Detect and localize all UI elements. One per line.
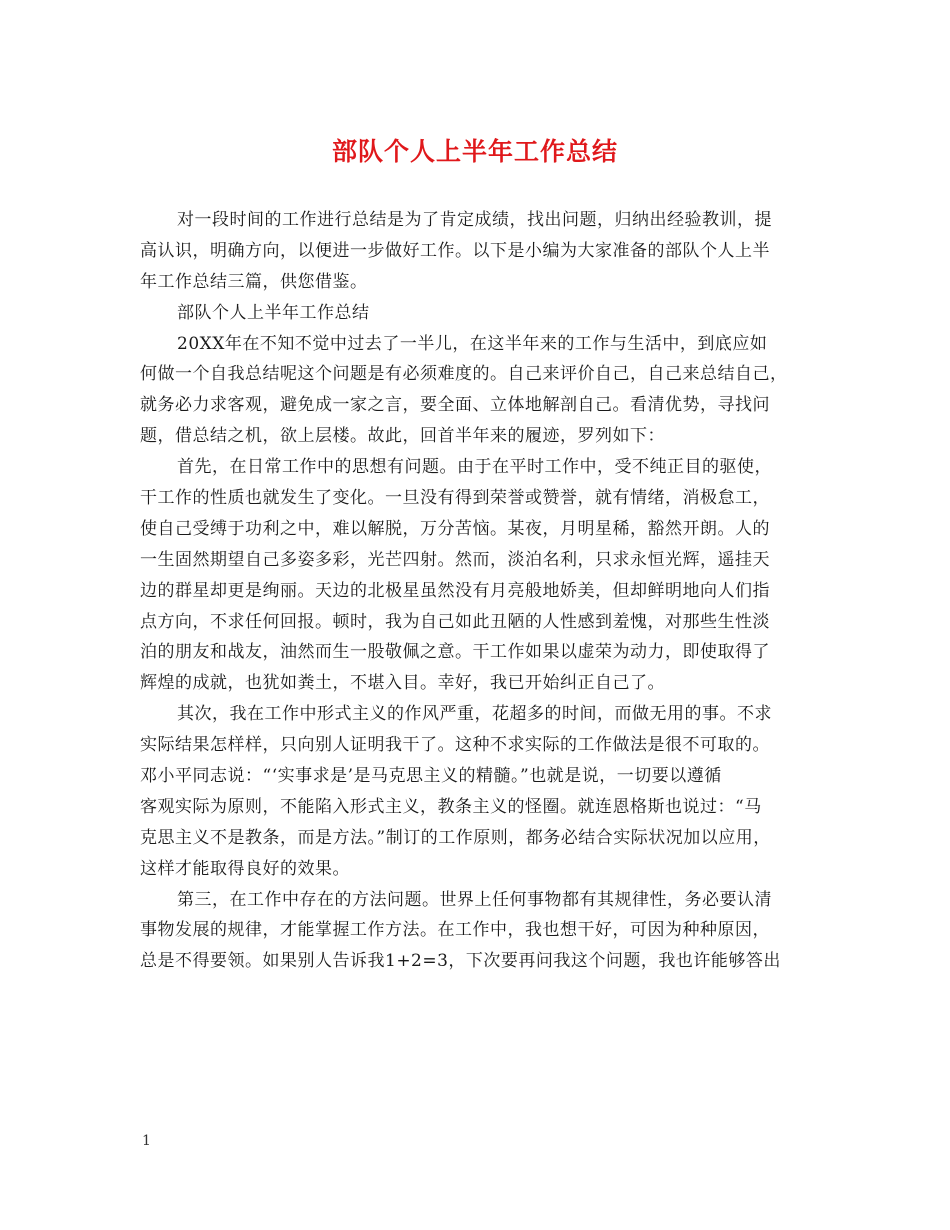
text-line: 泊的朋友和战友，油然而生一股敬佩之意。干工作如果以虚荣为动力，即使取得了 bbox=[140, 642, 770, 663]
text-line: 其次，我在工作中形式主义的作风严重，花超多的时间，而做无用的事。不求 bbox=[177, 704, 772, 725]
text-line: 客观实际为原则，不能陷入形式主义，教条主义的怪圈。就连恩格斯也说过：“马 bbox=[140, 796, 762, 817]
document-title: 部队个人上半年工作总结 bbox=[331, 137, 618, 166]
text-line: 事物发展的规律，才能掌握工作方法。在工作中，我也想干好，可因为种种原因， bbox=[140, 920, 770, 941]
text-line: 何做一个自我总结呢这个问题是有必须难度的。自己来评价自己，自己来总结自己， bbox=[140, 364, 788, 385]
text-line: 第三，在工作中存在的方法问题。世界上任何事物都有其规律性，务必要认清 bbox=[177, 889, 772, 910]
text-line: 首先，在日常工作中的思想有问题。由于在平时工作中，受不纯正目的驱使， bbox=[177, 457, 772, 478]
text-line: 克思主义不是教条，而是方法。”制订的工作原则，都务必结合实际状况加以应用， bbox=[140, 827, 771, 848]
text-line: 总是不得要领。如果别人告诉我1+2=3，下次要再问我这个问题，我也许能够答出 bbox=[140, 951, 781, 972]
text-line: 就务必力求客观，避免成一家之言，要全面、立体地解剖自己。看清优势，寻找问 bbox=[140, 395, 770, 416]
text-line: 干工作的性质也就发生了变化。一旦没有得到荣誉或赞誉，就有情绪，消极怠工， bbox=[140, 488, 770, 509]
text-line: 高认识，明确方向，以便进一步做好工作。以下是小编为大家准备的部队个人上半 bbox=[140, 240, 770, 261]
text-line: 这样才能取得良好的效果。 bbox=[140, 858, 350, 879]
text-line: 年工作总结三篇，供您借鉴。 bbox=[140, 271, 368, 292]
text-line: 边的群星却更是绚丽。天边的北极星虽然没有月亮般地娇美，但却鲜明地向人们指 bbox=[140, 580, 770, 601]
page-number: 1 bbox=[142, 1133, 151, 1149]
document-body bbox=[140, 205, 816, 977]
text-line: 使自己受缚于功利之中，难以解脱，万分苦恼。某夜，月明星稀，豁然开朗。人的 bbox=[140, 518, 770, 539]
text-line: 邓小平同志说：“‘实事求是’是马克思主义的精髓。”也就是说，一切要以遵循 bbox=[140, 766, 722, 787]
text-line: 点方向，不求任何回报。顿时，我为自己如此丑陋的人性感到羞愧，对那些生性淡 bbox=[140, 611, 770, 632]
text-line: 实际结果怎样样，只向别人证明我干了。这种不求实际的工作做法是很不可取的。 bbox=[140, 735, 770, 756]
text-line: 对一段时间的工作进行总结是为了肯定成绩，找出问题，归纳出经验教训，提 bbox=[177, 210, 772, 230]
text-line: 一生固然期望自己多姿多彩，光芒四射。然而，淡泊名利，只求永恒光辉，遥挂天 bbox=[140, 549, 770, 570]
section-heading: 部队个人上半年工作总结 bbox=[177, 302, 370, 323]
text-line: 辉煌的成就，也犹如粪土，不堪入目。幸好，我已开始纠正自己了。 bbox=[140, 673, 665, 694]
text-line: 题，借总结之机，欲上层楼。故此，回首半年来的履迹，罗列如下： bbox=[140, 426, 665, 447]
text-line: 20XX年在不知不觉中过去了一半儿，在这半年来的工作与生活中，到底应如 bbox=[177, 333, 768, 354]
